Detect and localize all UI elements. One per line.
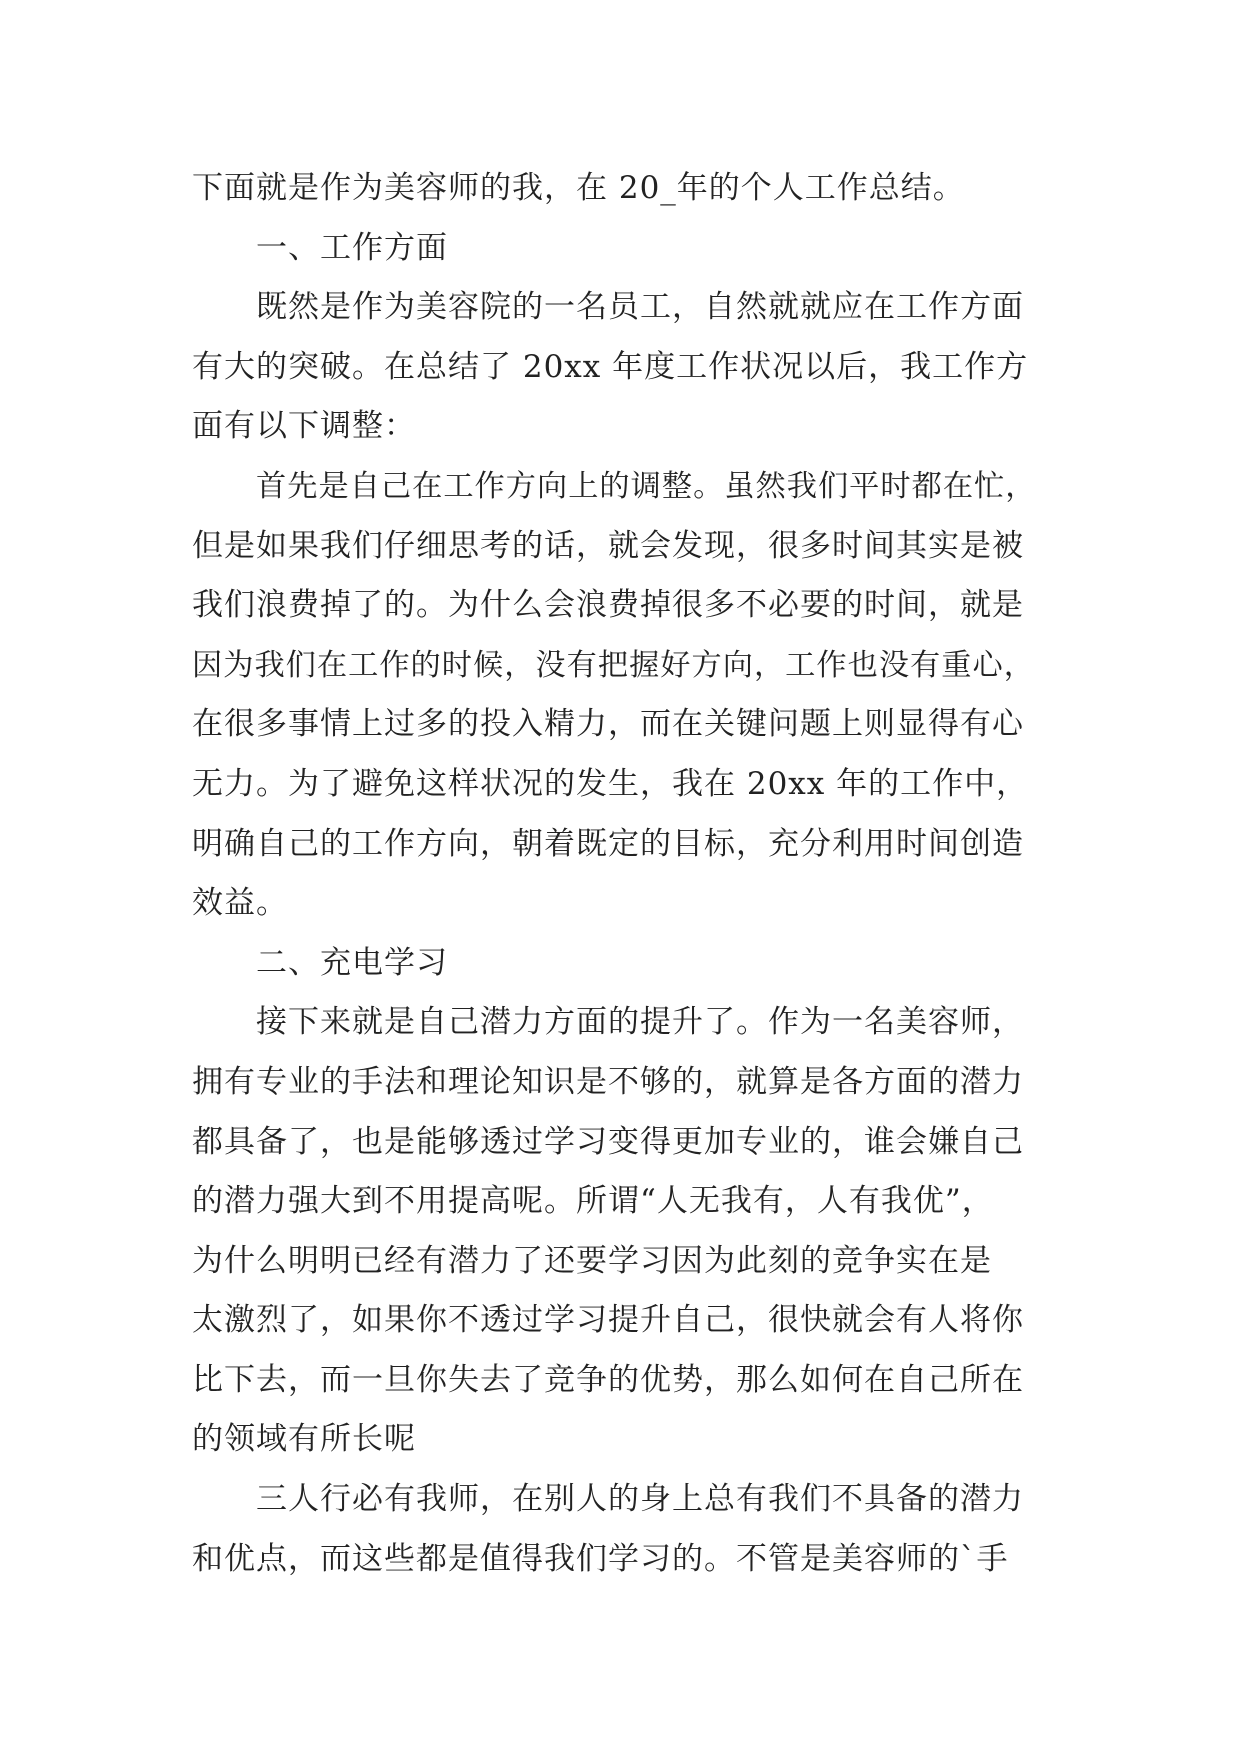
text-line-22: 的领域有所长呢: [192, 1421, 416, 1458]
text-line-6: 首先是自己在工作方向上的调整。虽然我们平时都在忙，: [256, 468, 1037, 504]
text-line-13: 效益。: [192, 885, 288, 922]
text-line-23: 三人行必有我师，在别人的身上总有我们不具备的潜力: [256, 1481, 1024, 1518]
text-line-10: 在很多事情上过多的投入精力，而在关键问题上则显得有心: [192, 706, 1024, 743]
text-line-20: 太激烈了，如果你不透过学习提升自己，很快就会有人将你: [192, 1302, 1024, 1339]
text-line-17: 都具备了，也是能够透过学习变得更加专业的，谁会嫌自己: [192, 1123, 1024, 1160]
text-line-16: 拥有专业的手法和理论知识是不够的，就算是各方面的潜力: [192, 1063, 1024, 1100]
text-line-7: 但是如果我们仔细思考的话，就会发现，很多时间其实是被: [192, 527, 1024, 564]
text-line-19: 为什么明明已经有潜力了还要学习因为此刻的竞争实在是: [192, 1242, 992, 1279]
text-line-8: 我们浪费掉了的。为什么会浪费掉很多不必要的时间，就是: [192, 587, 1024, 624]
document-body: [192, 159, 1052, 1589]
text-line-12: 明确自己的工作方向，朝着既定的目标，充分利用时间创造: [192, 825, 1024, 862]
text-line-1: 下面就是作为美容师的我，在 20_年的个人工作总结。: [192, 170, 965, 206]
section-heading-study: 二、充电学习: [256, 944, 448, 981]
text-line-11: 无力。为了避免这样状况的发生，我在 20xx 年的工作中，: [192, 765, 1029, 802]
text-line-4: 有大的突破。在总结了 20xx 年度工作状况以后，我工作方: [192, 348, 1029, 385]
text-line-15: 接下来就是自己潜力方面的提升了。作为一名美容师，: [256, 1004, 1024, 1041]
text-line-18: 的潜力强大到不用提高呢。所谓“人无我有，人有我优”，: [192, 1183, 994, 1220]
text-line-24: 和优点，而这些都是值得我们学习的。不管是美容师的`手: [192, 1540, 1009, 1577]
text-line-5: 面有以下调整：: [192, 408, 416, 445]
text-line-21: 比下去，而一旦你失去了竞争的优势，那么如何在自己所在: [192, 1361, 1024, 1398]
text-line-9: 因为我们在工作的时候，没有把握好方向，工作也没有重心，: [192, 647, 1035, 683]
text-line-3: 既然是作为美容院的一名员工，自然就就应在工作方面: [256, 289, 1024, 326]
section-heading-work: 一、工作方面: [256, 229, 448, 266]
